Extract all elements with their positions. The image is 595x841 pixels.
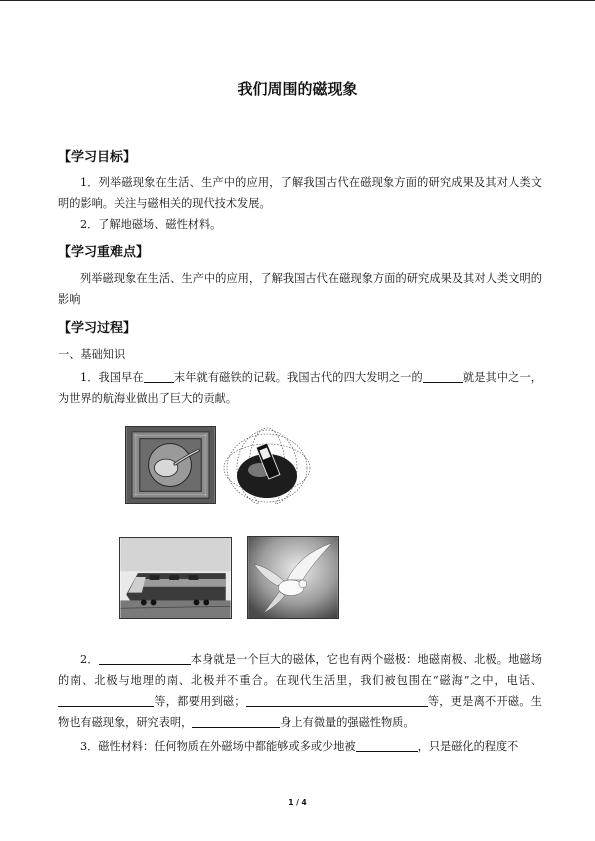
train-illustration — [120, 538, 231, 618]
compass-spoon-illustration — [126, 427, 215, 503]
q1-text-1: 1．我国早在 — [80, 371, 144, 384]
compass-spoon-photo — [125, 426, 216, 504]
pigeon-illustration — [248, 537, 338, 618]
q2-text-3: 等，都要用到磁； — [154, 695, 246, 708]
earth-magnetic-field-photo — [222, 420, 312, 504]
question-3 — [58, 736, 542, 757]
q3-text-1: 3．磁性材料：任何物质在外磁场中都能够或多或少地被 — [80, 740, 356, 753]
goals-heading: 【学习目标】 — [58, 150, 137, 165]
train-photo — [119, 537, 232, 619]
q2-blank-technology[interactable] — [246, 693, 428, 707]
question-2 — [58, 649, 542, 733]
q1-blank-era[interactable] — [144, 369, 174, 383]
page-number: 1 / 4 — [288, 798, 307, 807]
q2-text-1: 2． — [80, 653, 99, 666]
q2-text-5: 身上有微量的强磁性物质。 — [280, 716, 415, 729]
key-points-heading: 【学习重难点】 — [58, 245, 150, 260]
key-points-text: 列举磁现象在生活、生产中的应用，了解我国古代在磁现象方面的研究成果及其对人类文明的影响 — [58, 272, 542, 306]
top-border-line — [0, 0, 595, 1]
q2-text-4: 等，更是离不开磁。生物也有磁现象，研究表明， — [58, 695, 542, 729]
page-title: 我们周围的磁现象 — [237, 80, 358, 98]
earth-magnetic-field-illustration — [222, 420, 312, 504]
pigeon-photo — [247, 536, 339, 619]
q2-text-2: 本身就是一个巨大的磁体，它也有两个磁极：地磁南极、北极。地磁场的南、北极与地理的南、北极并不重合。在现代生活里，我们被包围在“磁海”之中，电话、 — [58, 653, 542, 687]
q3-blank-magnetized[interactable] — [356, 738, 418, 752]
q1-text-3: 就是其中之一，为世界的航海业做出了巨大的贡献。 — [58, 371, 542, 405]
basic-knowledge-subheading: 一、基础知识 — [58, 348, 126, 361]
q2-blank-organism[interactable] — [192, 714, 280, 728]
q1-text-2: 末年就有磁铁的记载。我国古代的四大发明之一的 — [173, 371, 423, 384]
q2-blank-earth[interactable] — [99, 651, 191, 665]
goals-item-1: 1．列举磁现象在生活、生产中的应用，了解我国古代在磁现象方面的研究成果及其对人类文明的影响。关注与磁相关的现代技术发展。 — [58, 176, 542, 210]
question-1 — [58, 367, 542, 409]
q3-text-2: ，只是磁化的程度不 — [417, 740, 519, 753]
q1-blank-invention[interactable] — [423, 369, 463, 383]
q2-blank-devices[interactable] — [58, 693, 154, 707]
process-heading: 【学习过程】 — [58, 321, 137, 336]
goals-item-2: 2．了解地磁场、磁性材料。 — [80, 218, 222, 231]
